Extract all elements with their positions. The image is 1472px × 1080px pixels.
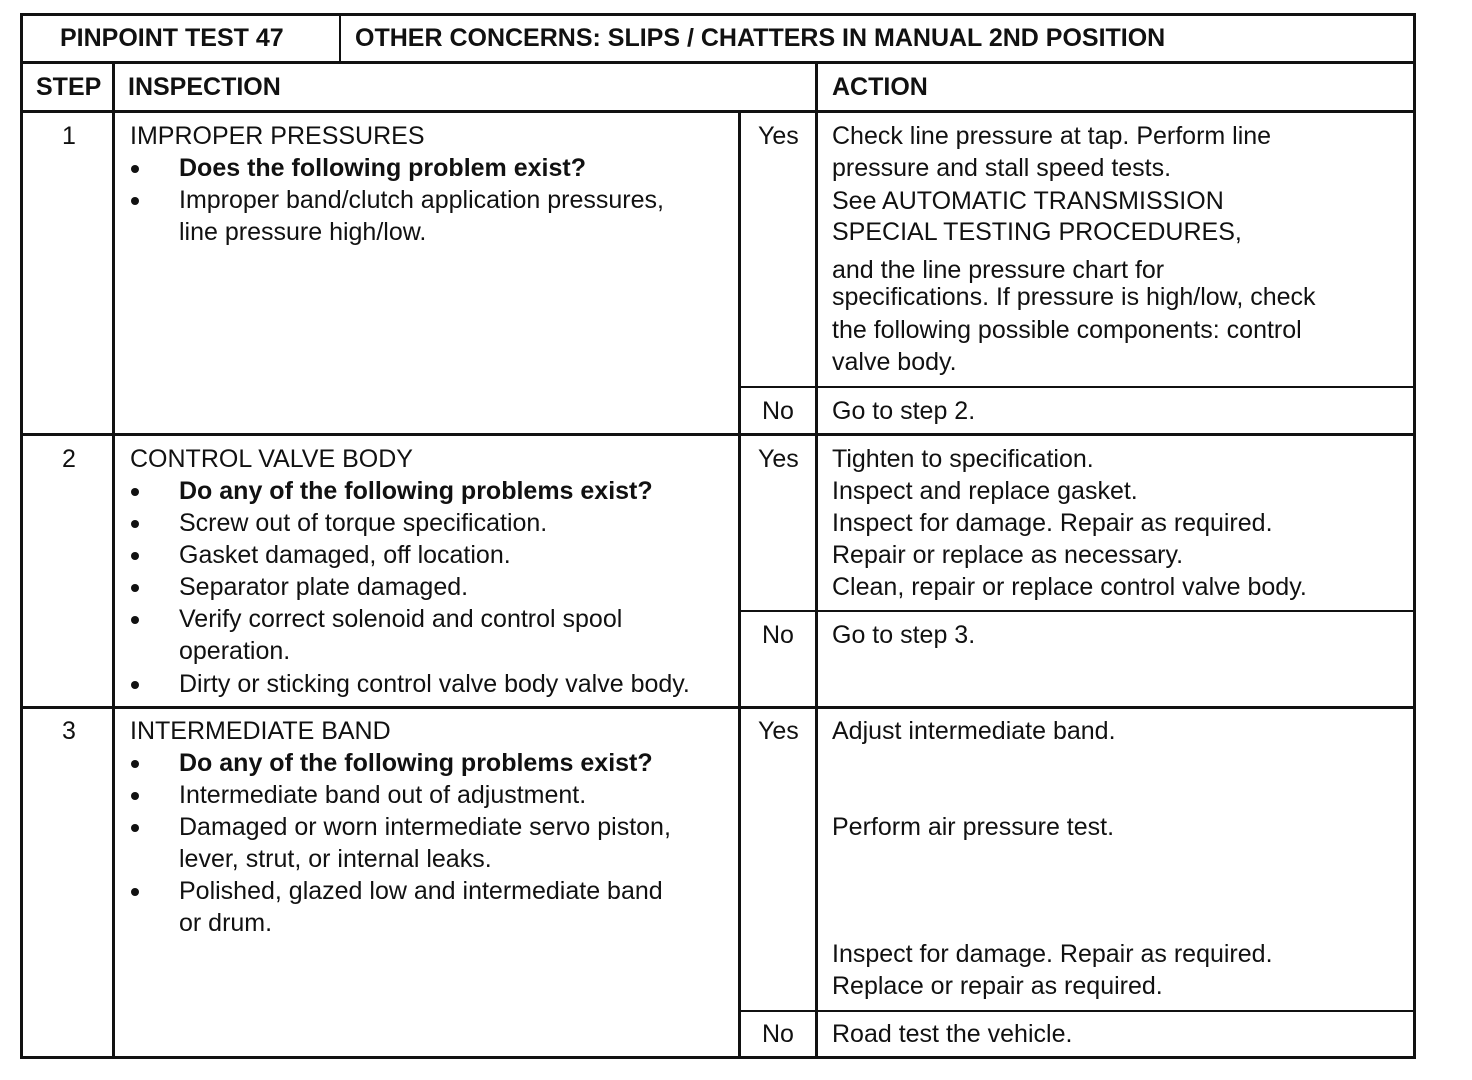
divider-action-col xyxy=(815,61,818,1059)
divider-step-col xyxy=(112,61,115,1059)
divider-step3 xyxy=(20,706,1416,709)
bullet-icon xyxy=(131,197,139,205)
no-label: No xyxy=(762,621,794,649)
action-line: pressure and stall speed tests. xyxy=(832,154,1172,182)
bullet-icon xyxy=(131,681,139,689)
bullet-icon xyxy=(131,584,139,592)
inspection-item: Improper band/clutch application pressures, xyxy=(179,186,664,214)
step-number: 1 xyxy=(62,122,76,150)
inspection-item: lever, strut, or internal leaks. xyxy=(179,845,492,873)
inspection-item: operation. xyxy=(179,637,291,665)
bullet-icon xyxy=(131,888,139,896)
divider-step3-no xyxy=(740,1010,1416,1012)
concern-title: OTHER CONCERNS: SLIPS / CHATTERS IN MANUAL 2ND POSITION xyxy=(355,24,1166,52)
divider-header xyxy=(20,61,1416,64)
yes-label: Yes xyxy=(758,122,799,150)
divider-yesno-col xyxy=(738,110,741,1059)
bullet-icon xyxy=(131,616,139,624)
column-header-inspection: INSPECTION xyxy=(128,73,281,101)
inspection-question: Does the following problem exist? xyxy=(179,154,586,182)
inspection-item: Screw out of torque specification. xyxy=(179,509,548,537)
inspection-item: Polished, glazed low and intermediate band xyxy=(179,877,663,905)
inspection-question: Do any of the following problems exist? xyxy=(179,749,653,777)
bullet-icon xyxy=(131,520,139,528)
no-label: No xyxy=(762,1020,794,1048)
step-number: 3 xyxy=(62,717,76,745)
no-action: Go to step 3. xyxy=(832,621,976,649)
action-line: and the line pressure chart for xyxy=(832,256,1165,284)
divider-title-cell xyxy=(339,13,341,63)
action-line: Inspect for damage. Repair as required. xyxy=(832,509,1273,537)
action-line: Replace or repair as required. xyxy=(832,972,1163,1000)
inspection-question: Do any of the following problems exist? xyxy=(179,477,653,505)
action-line: Inspect for damage. Repair as required. xyxy=(832,940,1273,968)
inspection-item: Damaged or worn intermediate servo piston, xyxy=(179,813,671,841)
bullet-icon xyxy=(131,165,139,173)
yes-label: Yes xyxy=(758,717,799,745)
divider-columns xyxy=(20,110,1416,113)
action-line: the following possible components: control xyxy=(832,316,1302,344)
column-header-action: ACTION xyxy=(832,73,928,101)
action-line: valve body. xyxy=(832,348,957,376)
action-line: Check line pressure at tap. Perform line xyxy=(832,122,1272,150)
action-line: specifications. If pressure is high/low, check xyxy=(832,283,1316,311)
column-header-step: STEP xyxy=(36,73,102,101)
inspection-item: Verify correct solenoid and control spool xyxy=(179,605,623,633)
action-line: Inspect and replace gasket. xyxy=(832,477,1138,505)
action-line: Adjust intermediate band. xyxy=(832,717,1116,745)
inspection-item: Dirty or sticking control valve body valve body. xyxy=(179,670,690,698)
bullet-icon xyxy=(131,824,139,832)
inspection-item: line pressure high/low. xyxy=(179,218,427,246)
inspection-item: or drum. xyxy=(179,909,273,937)
action-line: Perform air pressure test. xyxy=(832,813,1115,841)
border-right xyxy=(1413,13,1416,1059)
bullet-icon xyxy=(131,488,139,496)
no-action: Road test the vehicle. xyxy=(832,1020,1073,1048)
action-line: Clean, repair or replace control valve body. xyxy=(832,573,1307,601)
inspection-item: Intermediate band out of adjustment. xyxy=(179,781,587,809)
bullet-icon xyxy=(131,792,139,800)
inspection-title: INTERMEDIATE BAND xyxy=(130,717,391,745)
inspection-title: IMPROPER PRESSURES xyxy=(130,122,425,150)
test-label: PINPOINT TEST 47 xyxy=(60,24,284,52)
border-left xyxy=(20,13,23,1059)
no-label: No xyxy=(762,397,794,425)
bullet-icon xyxy=(131,760,139,768)
border-top xyxy=(20,13,1416,16)
action-line: SPECIAL TESTING PROCEDURES, xyxy=(832,218,1242,246)
bullet-icon xyxy=(131,552,139,560)
no-action: Go to step 2. xyxy=(832,397,976,425)
divider-step2-no xyxy=(740,610,1416,612)
action-line: Tighten to specification. xyxy=(832,445,1094,473)
inspection-title: CONTROL VALVE BODY xyxy=(130,445,413,473)
divider-step2 xyxy=(20,433,1416,436)
action-line: See AUTOMATIC TRANSMISSION xyxy=(832,187,1224,215)
action-line: Repair or replace as necessary. xyxy=(832,541,1184,569)
inspection-item: Gasket damaged, off location. xyxy=(179,541,511,569)
border-bottom xyxy=(20,1056,1416,1059)
step-number: 2 xyxy=(62,445,76,473)
divider-step1-no xyxy=(740,386,1416,388)
inspection-item: Separator plate damaged. xyxy=(179,573,469,601)
yes-label: Yes xyxy=(758,445,799,473)
